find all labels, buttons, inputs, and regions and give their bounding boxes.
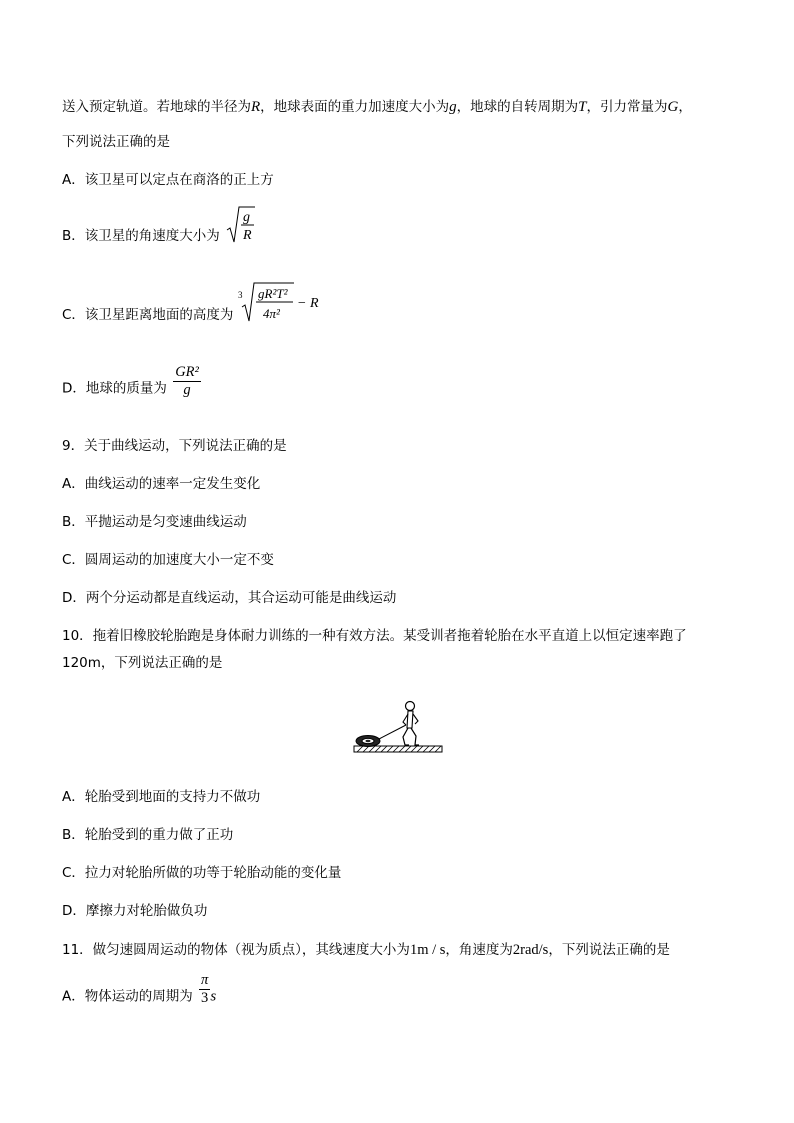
q11-stem [62, 940, 670, 960]
linear-speed-value: 1m / s [409, 942, 446, 958]
q9-option-d: D．两个分运动都是直线运动，其合运动可能是曲线运动 [62, 590, 397, 606]
period-unit: s [210, 988, 217, 1005]
tire-dragging-figure [352, 698, 444, 756]
q8-option-b-text: B．该卫星的角速度大小为 [62, 228, 220, 244]
q9-option-c: C．圆周运动的加速度大小一定不变 [62, 552, 274, 568]
cube-root-numerator: gR²T² [257, 286, 288, 301]
period-fraction [199, 972, 210, 1007]
q10-option-a: A．轮胎受到地面的支持力不做功 [62, 789, 261, 805]
cube-root-denominator: 4π² [262, 306, 280, 321]
q11-stem-text: 11．做匀速圆周运动的物体（视为质点），其线速度大小为 [62, 942, 410, 958]
cube-root-expression [238, 280, 324, 326]
sqrt-denominator: R [243, 228, 252, 243]
var-R: R [251, 99, 261, 115]
mass-fraction [173, 364, 201, 399]
q8-option-d [62, 364, 203, 399]
intro-text: ，地球表面的重力加速度大小为 [260, 99, 450, 115]
q10-option-d: D．摩擦力对轮胎做负功 [62, 903, 208, 919]
intro-text: 送入预定轨道。若地球的半径为 [62, 99, 251, 115]
q8-option-b [62, 210, 256, 246]
q11-stem-text: ，角速度为 [445, 942, 513, 958]
var-T: T [578, 99, 587, 115]
q11-stem-text: ，下列说法正确的是 [548, 942, 670, 958]
angular-speed-value: 2rad/s [512, 942, 549, 958]
q10-stem-line-1: 10．拖着旧橡胶轮胎跑是身体耐力训练的一种有效方法。某受训者拖着轮胎在水平直道上以恒定速率跑了 [62, 628, 687, 644]
intro-text: ，引力常量为 [586, 99, 668, 115]
intro-line-1 [62, 97, 692, 117]
mass-numerator: GR² [175, 364, 199, 380]
q9-option-a: A．曲线运动的速率一定发生变化 [62, 476, 261, 492]
var-G: G [667, 99, 679, 115]
q8-option-a: A．该卫星可以定点在商洛的正上方 [62, 172, 274, 188]
q11-option-a-text: A．物体运动的周期为 [62, 988, 193, 1005]
period-numerator: π [201, 972, 209, 988]
q8-option-c [62, 286, 324, 326]
q9-stem: 9．关于曲线运动，下列说法正确的是 [62, 438, 287, 454]
sqrt-g-over-R [226, 204, 256, 246]
intro-line-2: 下列说法正确的是 [62, 134, 170, 150]
q9-option-b: B．平抛运动是匀变速曲线运动 [62, 514, 247, 530]
q10-stem-line-2: 120m，下列说法正确的是 [62, 655, 223, 671]
q11-option-a [62, 972, 217, 1007]
sqrt-numerator: g [243, 210, 251, 225]
q8-option-d-text: D．地球的质量为 [62, 380, 167, 397]
intro-text: ， [678, 99, 692, 115]
root-index: 3 [237, 290, 243, 300]
period-denominator: 3 [201, 990, 209, 1006]
q8-option-c-text: C．该卫星距离地面的高度为 [62, 307, 234, 323]
q10-option-c: C．拉力对轮胎所做的功等于轮胎动能的变化量 [62, 865, 342, 881]
minus-R: − R [296, 296, 319, 311]
mass-denominator: g [183, 382, 191, 398]
intro-text: ，地球的自转周期为 [456, 99, 579, 115]
q10-option-b: B．轮胎受到的重力做了正功 [62, 827, 234, 843]
var-g: g [449, 99, 457, 115]
